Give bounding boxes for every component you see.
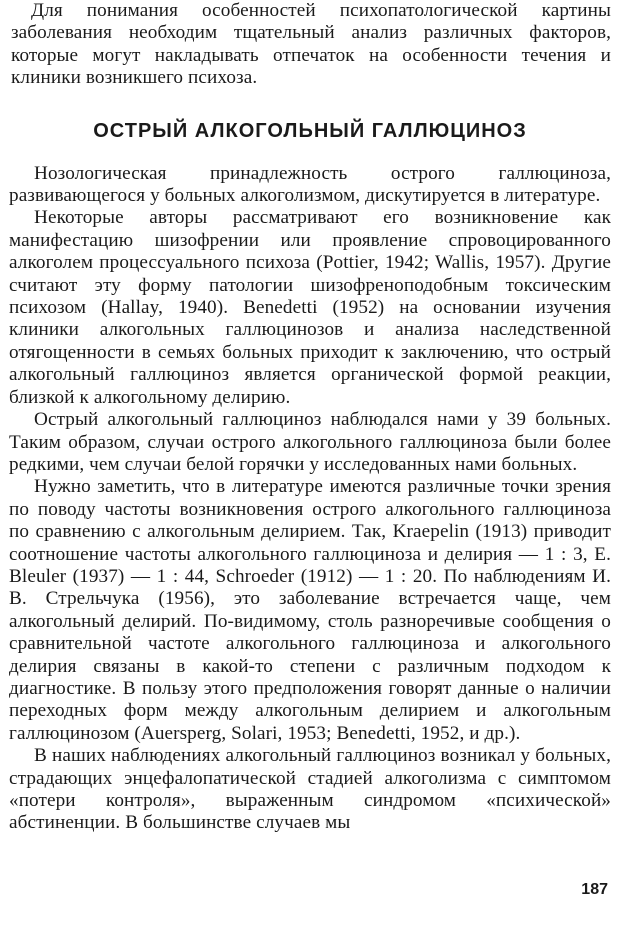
paragraph-nosology: Нозологическая принадлежность острого галлюциноза, развивающегося у больных алкоголизмом, дискутируется в литературе. (9, 162, 611, 207)
intro-paragraph: Для понимания особенностей психопатологической картины заболевания необходим тщательный анализ различных факторов, которые могут накладывать отпечаток на особенности течения и клиники возникшего психоза. (11, 0, 611, 89)
paragraph-our-observations: В наших наблюдениях алкогольный галлюциноз возникал у больных, страдающих энцефалопатической стадией алкоголизма с симптомом «потери контроля», выраженным синдромом «психической» абстиненции. В большинстве случаев мы (9, 745, 611, 834)
page-number: 187 (581, 881, 608, 898)
section-heading: ОСТРЫЙ АЛКОГОЛЬНЫЙ ГАЛЛЮЦИНОЗ (93, 119, 527, 142)
paragraph-frequency: Нужно заметить, что в литературе имеются различные точки зрения по поводу частоты возникновения острого алкогольного галлюциноза по сравнению с алкогольным делирием. Так, Kraepelin (1913) приводит соотношение частоты алкогольного галлюциноза и делирия — 1 : 3, E. Bleuler (1937) — 1 : 44, Schroeder (1912) — 1 : 20. По наблюдениям И. В. Стрельчука (1956), это заболевание встречается чаще, чем алкогольный делирий. По-видимому, столь разноречивые сообщения о сравнительной частоте алкогольного галлюциноза и алкогольного делирия связаны в какой-то степени с различным подходом к диагностике. В пользу этого предположения говорят данные о наличии переходных форм между алкогольным делирием и алкогольным галлюцинозом (Auersperg, Solari, 1953; Benedetti, 1952, и др.). (9, 476, 611, 744)
paragraph-observed-cases: Острый алкогольный галлюциноз наблюдался нами у 39 больных. Таким образом, случаи острого алкогольного галлюциноза были более редкими, чем случаи белой горячки у исследованных нами больных. (9, 409, 611, 475)
paragraph-authors-views: Некоторые авторы рассматривают его возникновение как манифестацию шизофрении или проявление спровоцированного алкоголем процессуального психоза (Pottier, 1942; Wallis, 1957). Другие считают эту форму патологии шизофреноподобным токсическим психозом (Hallay, 1940). Benedetti (1952) на основании изучения клиники алкогольных галлюцинозов и анализа наследственной отягощенности в семьях больных приходит к заключению, что острый алкогольный галлюциноз является органической формой реакции, близкой к алкогольному делирию. (9, 207, 611, 408)
